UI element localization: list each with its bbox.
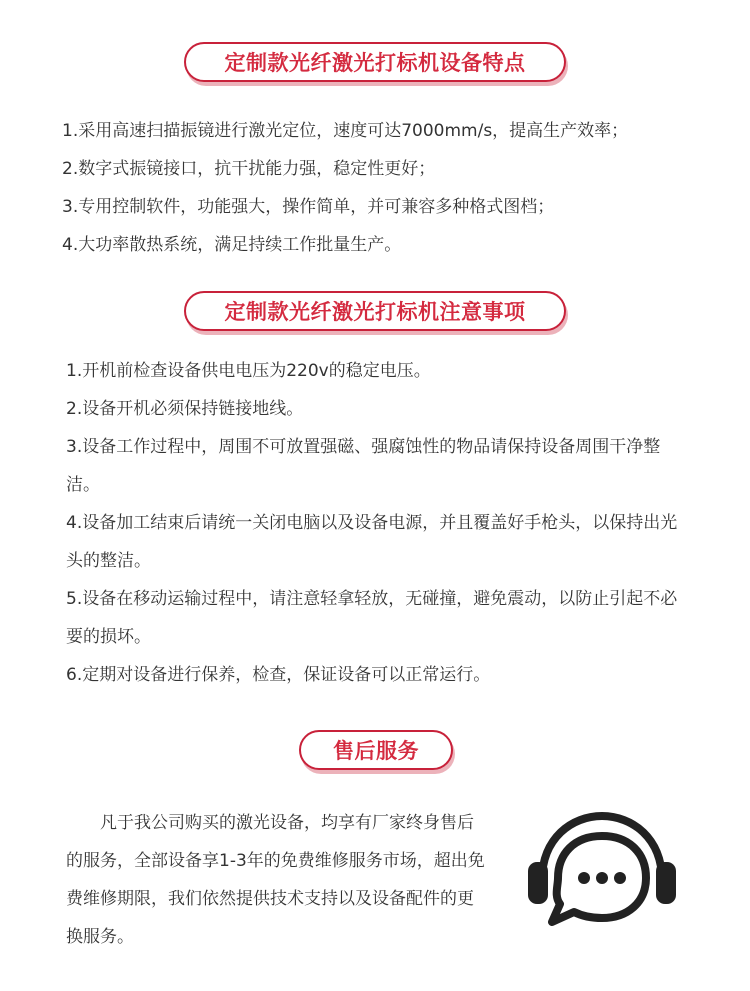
notices-section-title: 定制款光纤激光打标机注意事项 — [184, 291, 566, 331]
feature-item: 3.专用控制软件，功能强大，操作简单，并可兼容多种格式图档； — [62, 197, 555, 217]
feature-item: 1.采用高速扫描振镜进行激光定位，速度可达7000mm/s，提高生产效率； — [62, 121, 629, 141]
notice-item: 4.设备加工结束后请统一关闭电脑以及设备电源，并且覆盖好手枪头，以保持出光头的整洁。 — [66, 513, 678, 571]
feature-item: 2.数字式振镜接口，抗干扰能力强，稳定性更好； — [62, 159, 436, 179]
notice-item: 6.定期对设备进行保养，检查，保证设备可以正常运行。 — [66, 665, 491, 685]
features-list — [62, 112, 712, 264]
notice-item: 3.设备工作过程中，周围不可放置强磁、强腐蚀性的物品请保持设备周围干净整洁。 — [66, 437, 661, 495]
notice-item: 2.设备开机必须保持链接地线。 — [66, 399, 304, 419]
notices-list — [66, 352, 688, 694]
service-description: 凡于我公司购买的激光设备，均享有厂家终身售后的服务，全部设备享1-3年的免费维修服务市场，超出免费维修期限，我们依然提供技术支持以及设备配件的更换服务。 — [66, 813, 485, 947]
service-section-title: 售后服务 — [299, 730, 453, 770]
headset-chat-icon — [522, 808, 682, 928]
notice-item: 1.开机前检查设备供电电压为220v的稳定电压。 — [66, 361, 431, 381]
feature-item: 4.大功率散热系统，满足持续工作批量生产。 — [62, 235, 402, 255]
notice-item: 5.设备在移动运输过程中，请注意轻拿轻放，无碰撞，避免震动，以防止引起不必要的损坏。 — [66, 589, 678, 647]
features-section-title: 定制款光纤激光打标机设备特点 — [184, 42, 566, 82]
